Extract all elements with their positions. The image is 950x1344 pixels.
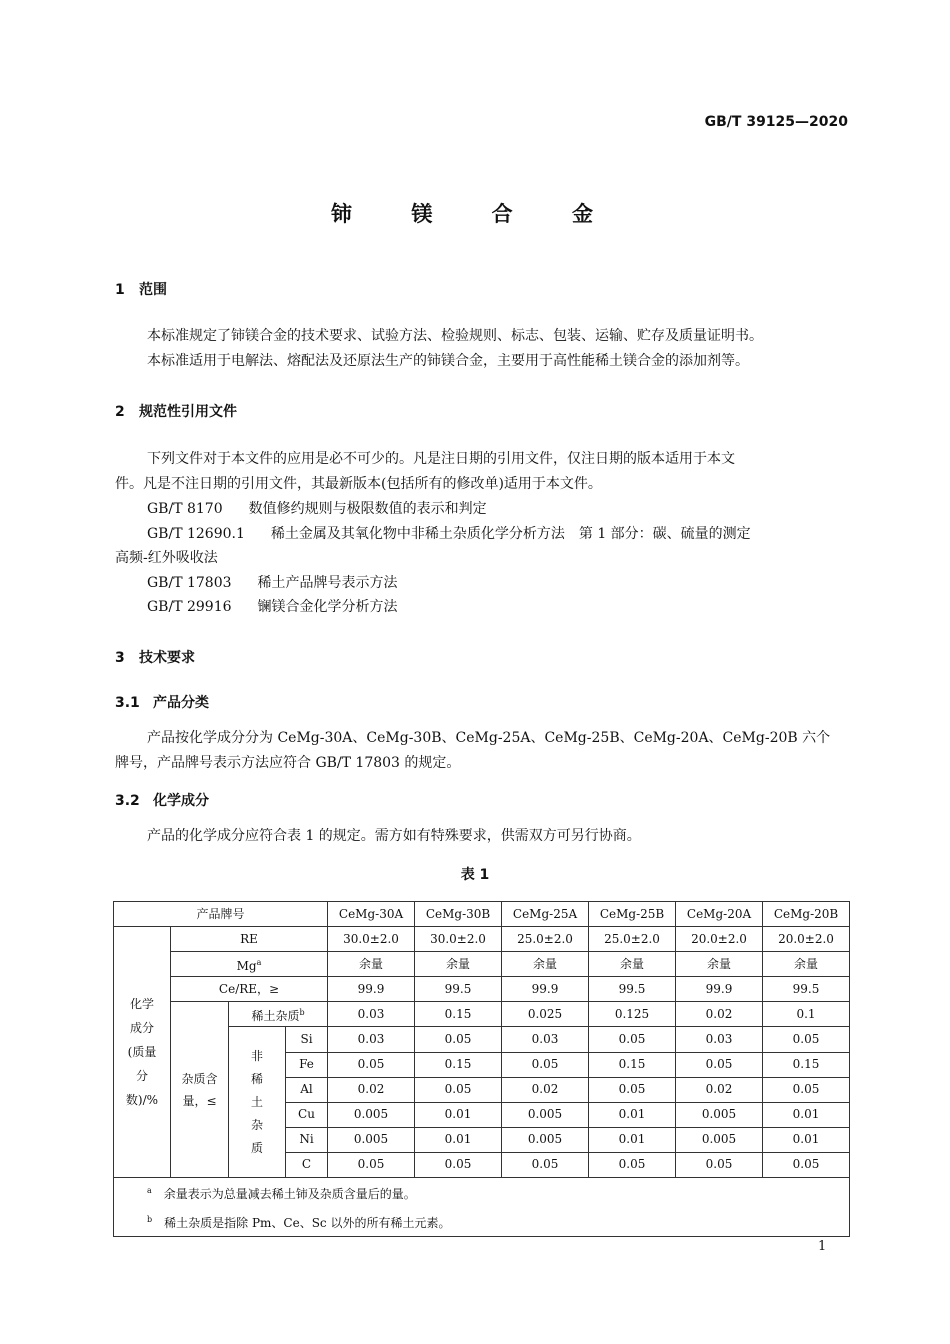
section-title: 技术要求 [139,650,195,666]
row-label: Al [286,1077,328,1102]
footnote-mark: b [147,1215,153,1225]
table-cell: 25.0±2.0 [589,927,676,952]
section-3-2-body [115,824,850,849]
table-cell: 0.125 [589,1002,676,1027]
table-cell: 0.05 [589,1077,676,1102]
paragraph-line: 牌号，产品牌号表示方法应符合 GB/T 17803 的规定。 [115,754,461,771]
table-note [147,1207,849,1236]
grade-header: CeMg-30A [328,902,415,927]
row-label: 稀土杂质 [251,1008,300,1023]
impurity-label-cell [171,1002,229,1178]
section-title: 产品分类 [153,695,209,711]
table-cell: 0.01 [589,1102,676,1127]
grade-header: CeMg-30B [415,902,502,927]
footnote-mark: a [147,1186,152,1196]
table-cell: 0.05 [676,1152,763,1177]
non-re-label: 非稀土杂质 [250,1048,263,1155]
impurity-label: 杂质含量，≤ [181,1071,218,1108]
table-cell: 20.0±2.0 [676,927,763,952]
table-cell: 0.02 [502,1077,589,1102]
table-cell: 余量 [589,952,676,977]
table-cell: 25.0±2.0 [502,927,589,952]
reference-title: 镧镁合金化学分析方法 [257,599,398,615]
table-notes [114,1178,850,1237]
table-cell: 0.03 [676,1027,763,1052]
row-label: C [286,1152,328,1177]
table-cell: 0.03 [328,1002,415,1027]
row-label: Ni [286,1127,328,1152]
paragraph-line: 下列文件对于本文件的应用是必不可少的。凡是注日期的引用文件，仅注日期的版本适用于本文 [147,451,735,467]
table-cell: 0.05 [328,1052,415,1077]
table-cell: 0.1 [763,1002,850,1027]
table-row [114,952,850,977]
group-label-cell [114,927,171,1178]
table-note [147,1178,849,1207]
table-cell: 30.0±2.0 [328,927,415,952]
table-cell: 30.0±2.0 [415,927,502,952]
table-cell: 余量 [415,952,502,977]
table-header-row [114,902,850,927]
row-label-cell [229,1002,328,1027]
section-number: 3.1 [115,695,140,711]
table-cell: 99.5 [589,977,676,1002]
table-cell: 0.01 [763,1127,850,1152]
table-cell: 0.15 [415,1002,502,1027]
table-cell: 0.01 [589,1127,676,1152]
table-cell: 余量 [763,952,850,977]
table-cell: 0.005 [502,1102,589,1127]
table-cell: 0.15 [415,1052,502,1077]
row-label: Fe [286,1052,328,1077]
section-3-2-heading [115,790,209,810]
table-cell: 0.05 [763,1152,850,1177]
table-cell: 0.05 [589,1027,676,1052]
table-cell: 0.05 [502,1052,589,1077]
table-cell: 99.9 [328,977,415,1002]
table-cell: 0.005 [502,1127,589,1152]
table-cell: 0.01 [415,1127,502,1152]
section-title: 化学成分 [153,793,209,809]
table-cell: 99.5 [763,977,850,1002]
table-row [114,927,850,952]
composition-table [113,901,850,1237]
section-3-heading [115,647,195,667]
table-cell: 0.15 [589,1052,676,1077]
section-3-1-body [115,726,850,775]
table-cell: 20.0±2.0 [763,927,850,952]
paragraph: 本标准规定了铈镁合金的技术要求、试验方法、检验规则、标志、包装、运输、贮存及质量证明书。 [147,328,763,344]
section-title: 规范性引用文件 [139,404,237,420]
table-row [114,1002,850,1027]
grade-header: CeMg-25A [502,902,589,927]
section-number: 2 [115,404,125,420]
table-cell: 0.05 [415,1027,502,1052]
section-title: 范围 [139,282,167,298]
table-cell: 0.05 [676,1052,763,1077]
row-label: Si [286,1027,328,1052]
table-cell: 0.01 [763,1102,850,1127]
table-cell: 0.03 [328,1027,415,1052]
table-cell: 99.5 [415,977,502,1002]
table-row [114,977,850,1002]
table-cell: 99.9 [502,977,589,1002]
note-text: 余量表示为总量减去稀土铈及杂质含量后的量。 [163,1187,416,1202]
document-title: 铈 镁 合 金 [331,202,619,226]
table-cell: 0.005 [328,1102,415,1127]
section-3-1-heading [115,692,209,712]
reference-title: 稀土金属及其氧化物中非稀土杂质化学分析方法 第 1 部分：碳、硫量的测定 [270,526,751,542]
section-1-body [115,324,850,373]
table-cell: 余量 [328,952,415,977]
non-re-label-cell [229,1027,286,1178]
table-cell: 余量 [676,952,763,977]
note-text: 稀土杂质是指除 Pm、Ce、Sc 以外的所有稀土元素。 [164,1216,451,1231]
table-cell: 0.05 [415,1077,502,1102]
footnote-mark: a [256,957,262,967]
table-cell: 0.05 [589,1152,676,1177]
reference-item [147,572,398,592]
reference-title: 稀土产品牌号表示方法 [257,575,398,591]
table-cell: 0.05 [415,1152,502,1177]
standard-number: GB/T 39125—2020 [704,114,848,130]
reference-item [147,498,487,518]
footnote-mark: b [299,1007,305,1017]
row-label: RE [171,927,328,952]
table-notes-row [114,1178,850,1237]
reference-item [147,596,398,616]
table-cell: 0.05 [763,1077,850,1102]
table-cell: 0.15 [763,1052,850,1077]
reference-item [147,523,751,543]
group-label: 化学成分(质量分数)/% [125,997,159,1108]
paragraph: 本标准适用于电解法、熔配法及还原法生产的铈镁合金，主要用于高性能稀土镁合金的添加剂等。 [147,352,749,369]
grade-header: CeMg-20A [676,902,763,927]
reference-code: GB/T 29916 [147,599,232,615]
section-2-body [115,447,850,496]
table-cell: 0.02 [676,1077,763,1102]
header-cell: 产品牌号 [114,902,328,927]
table-cell: 0.03 [502,1027,589,1052]
row-label: Cu [286,1102,328,1127]
row-label-cell [171,952,328,977]
reference-continuation: 高频-红外吸收法 [115,550,218,566]
reference-title: 数值修约规则与极限数值的表示和判定 [248,501,487,517]
table-cell: 0.05 [763,1027,850,1052]
table-cell: 0.005 [676,1127,763,1152]
table-cell: 99.9 [676,977,763,1002]
paragraph-line: 件。凡是不注日期的引用文件，其最新版本(包括所有的修改单)适用于本文件。 [115,475,602,492]
table-cell: 0.05 [328,1152,415,1177]
table-cell: 0.025 [502,1002,589,1027]
table-cell: 余量 [502,952,589,977]
paragraph: 产品的化学成分应符合表 1 的规定。需方如有特殊要求，供需双方可另行协商。 [147,828,641,844]
paragraph-line: 产品按化学成分分为 CeMg-30A、CeMg-30B、CeMg-25A、CeMg-25B、CeMg-20A、CeMg-20B 六个 [147,730,831,746]
section-2-heading [115,401,237,421]
section-number: 1 [115,282,125,298]
reference-code: GB/T 12690.1 [147,526,245,542]
section-number: 3.2 [115,793,140,809]
table-cell: 0.005 [328,1127,415,1152]
table-cell: 0.05 [502,1152,589,1177]
reference-code: GB/T 8170 [147,501,223,517]
row-label: Ce/RE，≥ [171,977,328,1002]
table-cell: 0.02 [328,1077,415,1102]
table-cell: 0.01 [415,1102,502,1127]
table-caption: 表 1 [460,867,490,883]
section-number: 3 [115,650,125,666]
row-label: Mg [236,958,257,973]
page-number: 1 [818,1239,827,1254]
reference-code: GB/T 17803 [147,575,232,591]
table-cell: 0.005 [676,1102,763,1127]
grade-header: CeMg-25B [589,902,676,927]
table-cell: 0.02 [676,1002,763,1027]
section-1-heading [115,279,167,299]
grade-header: CeMg-20B [763,902,850,927]
